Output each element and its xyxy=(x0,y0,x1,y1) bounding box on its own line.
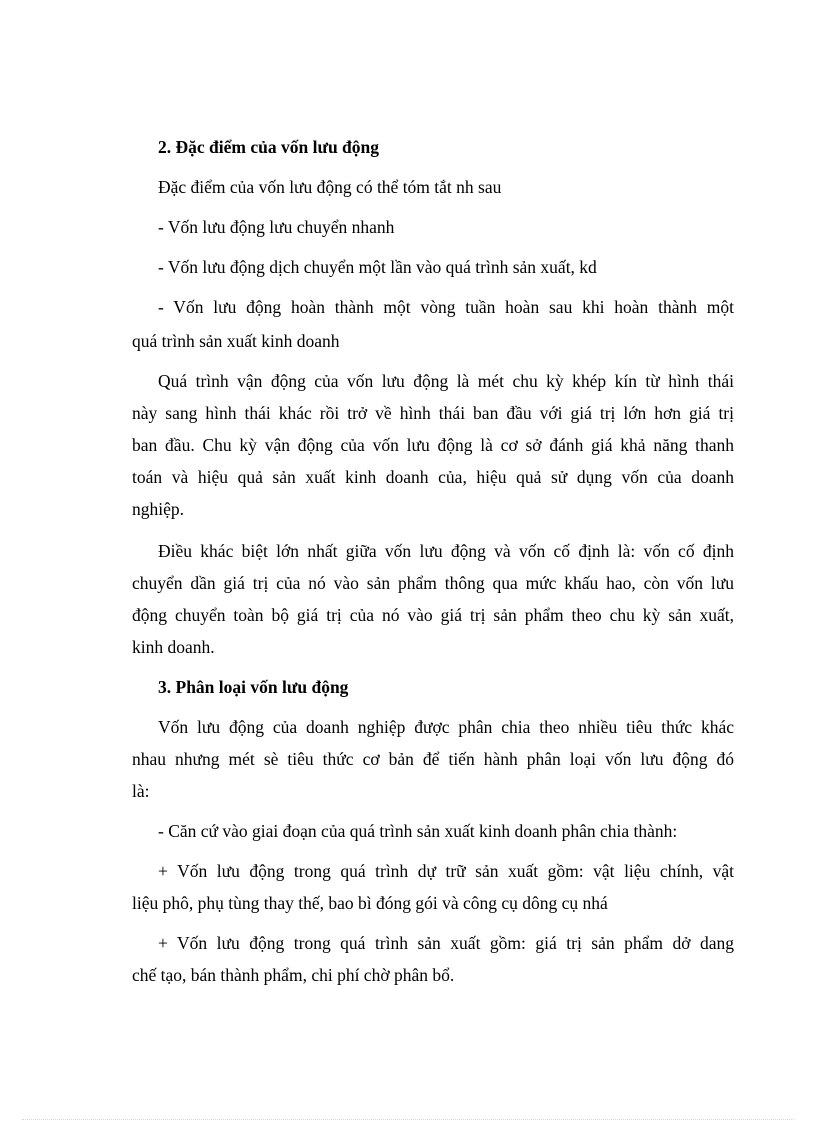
page-bottom-divider xyxy=(22,1119,794,1120)
paragraph-line: ban đầu. Chu kỳ vận động của vốn lưu động là cơ sở đánh giá khả năng thanh xyxy=(132,435,734,455)
paragraph-line: liệu phô, phụ tùng thay thế, bao bì đóng gói và công cụ dông cụ nhá xyxy=(132,893,608,913)
paragraph-line: Điều khác biệt lớn nhất giữa vốn lưu động và vốn cố định là: vốn cố định xyxy=(158,541,734,561)
paragraph-line: này sang hình thái khác rồi trở về hình thái ban đầu với giá trị lớn hơn giá trị xyxy=(132,403,734,423)
section-heading-3: 3. Phân loại vốn lưu động xyxy=(158,677,349,697)
paragraph-line: nhau nhưng mét sè tiêu thức cơ bản để tiến hành phân loại vốn lưu động đó xyxy=(132,749,734,769)
paragraph-line: động chuyển toàn bộ giá trị của nó vào giá trị sản phẩm theo chu kỳ sản xuất, xyxy=(132,605,734,625)
paragraph-line: - Vốn lưu động dịch chuyển một lần vào quá trình sản xuất, kd xyxy=(158,257,597,277)
paragraph-line: - Căn cứ vào giai đoạn của quá trình sản xuất kinh doanh phân chia thành: xyxy=(158,821,678,841)
paragraph-line: - Vốn lưu động lưu chuyển nhanh xyxy=(158,217,395,237)
section-heading-2: 2. Đặc điểm của vốn lưu động xyxy=(158,137,380,157)
paragraph-line: chuyển dần giá trị của nó vào sản phẩm thông qua mức khấu hao, còn vốn lưu xyxy=(132,573,734,593)
paragraph-line: là: xyxy=(132,781,150,801)
paragraph-line: chế tạo, bán thành phẩm, chi phí chờ phân bổ. xyxy=(132,965,455,985)
paragraph-line: - Vốn lưu động hoàn thành một vòng tuần hoàn sau khi hoàn thành một xyxy=(158,297,734,317)
paragraph-line: quá trình sản xuất kinh doanh xyxy=(132,331,340,351)
paragraph-line: + Vốn lưu động trong quá trình sản xuất gồm: giá trị sản phẩm dở dang xyxy=(158,933,734,953)
paragraph-line: + Vốn lưu động trong quá trình dự trữ sản xuất gồm: vật liệu chính, vật xyxy=(158,861,734,881)
paragraph-line: toán và hiệu quả sản xuất kinh doanh của, hiệu quả sử dụng vốn của doanh xyxy=(132,467,734,487)
paragraph-line: nghiệp. xyxy=(132,499,185,519)
paragraph-line: Quá trình vận động của vốn lưu động là mét chu kỳ khép kín từ hình thái xyxy=(158,371,734,391)
paragraph-line: kinh doanh. xyxy=(132,637,215,657)
paragraph-line: Vốn lưu động của doanh nghiệp được phân chia theo nhiều tiêu thức khác xyxy=(158,717,734,737)
paragraph-line: Đặc điểm của vốn lưu động có thể tóm tắt nh sau xyxy=(158,177,502,197)
